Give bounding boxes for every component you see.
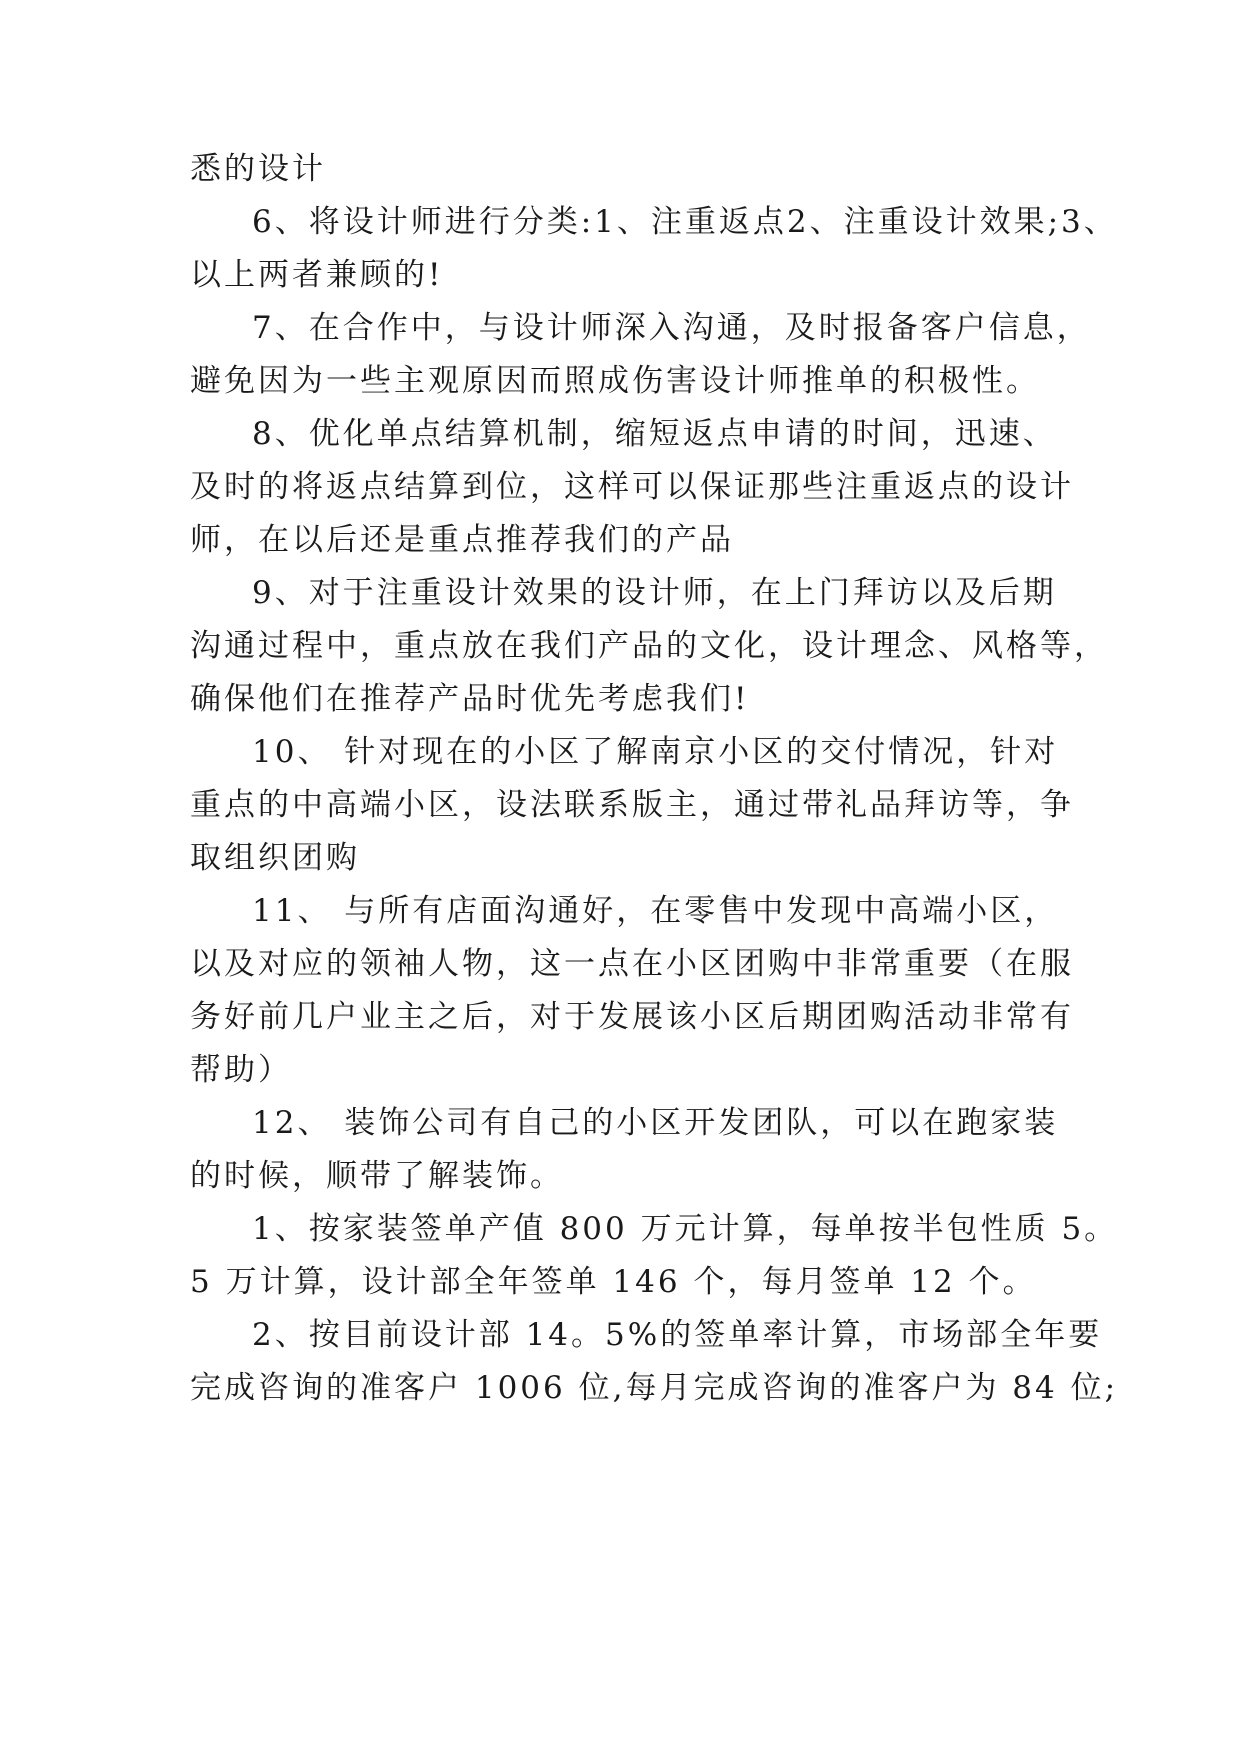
text-line: 取组织团购 bbox=[190, 840, 360, 876]
text-line: 师，在以后还是重点推荐我们的产品 bbox=[190, 522, 734, 558]
text-line: 10、 针对现在的小区了解南京小区的交付情况，针对 bbox=[252, 734, 1059, 770]
text-line: 确保他们在推荐产品时优先考虑我们! bbox=[190, 681, 750, 717]
text-line: 的时候，顺带了解装饰。 bbox=[190, 1158, 564, 1194]
text-line: 12、 装饰公司有自己的小区开发团队，可以在跑家装 bbox=[252, 1105, 1059, 1141]
text-line: 重点的中高端小区，设法联系版主，通过带礼品拜访等，争 bbox=[190, 787, 1074, 823]
text-line: 及时的将返点结算到位，这样可以保证那些注重返点的设计 bbox=[190, 469, 1074, 505]
text-line: 8、优化单点结算机制，缩短返点申请的时间，迅速、 bbox=[252, 416, 1057, 452]
text-line: 2、按目前设计部 14。5%的签单率计算，市场部全年要 bbox=[252, 1317, 1103, 1353]
text-line: 以及对应的领袖人物，这一点在小区团购中非常重要（在服 bbox=[190, 946, 1074, 982]
text-line: 以上两者兼顾的! bbox=[190, 257, 444, 293]
text-line: 完成咨询的准客户 1006 位,每月完成咨询的准客户为 84 位; bbox=[190, 1370, 1119, 1406]
text-line: 帮助） bbox=[190, 1052, 292, 1088]
text-line: 6、将设计师进行分类:1、注重返点2、注重设计效果;3、 bbox=[252, 204, 1118, 240]
text-line: 9、对于注重设计效果的设计师，在上门拜访以及后期 bbox=[252, 575, 1057, 611]
text-line: 沟通过程中，重点放在我们产品的文化，设计理念、风格等， bbox=[190, 628, 1108, 664]
text-line: 5 万计算，设计部全年签单 146 个，每月签单 12 个。 bbox=[190, 1264, 1037, 1300]
text-line: 11、 与所有店面沟通好，在零售中发现中高端小区， bbox=[252, 893, 1059, 929]
text-line: 务好前几户业主之后，对于发展该小区后期团购活动非常有 bbox=[190, 999, 1074, 1035]
text-line: 悉的设计 bbox=[190, 151, 326, 187]
text-line: 7、在合作中，与设计师深入沟通，及时报备客户信息， bbox=[252, 310, 1091, 346]
text-line: 1、按家装签单产值 800 万元计算，每单按半包性质 5。 bbox=[252, 1211, 1119, 1247]
text-line: 避免因为一些主观原因而照成伤害设计师推单的积极性。 bbox=[190, 363, 1040, 399]
